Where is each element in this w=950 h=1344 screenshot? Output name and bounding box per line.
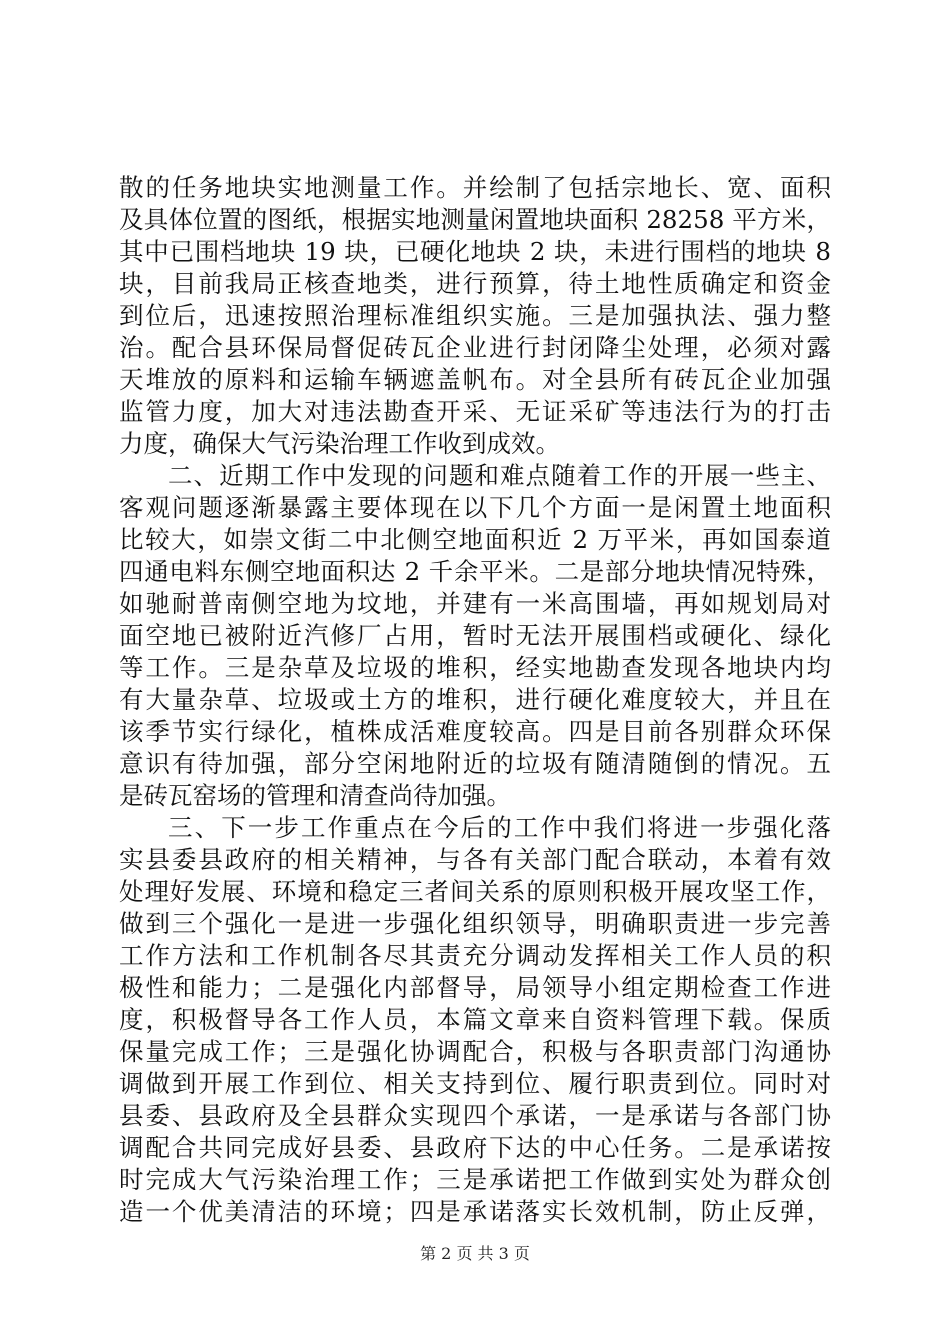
text-line: 县委、县政府及全县群众实现四个承诺，一是承诺与各部门协 (119, 1101, 831, 1130)
text-line: 调配合共同完成好县委、县政府下达的中心任务。二是承诺按 (119, 1133, 831, 1162)
document-body (119, 172, 831, 1228)
text-line: 造一个优美清洁的环境；四是承诺落实长效机制，防止反弹， (119, 1197, 831, 1226)
text-line: 实县委县政府的相关精神，与各有关部门配合联动，本着有效 (119, 845, 831, 874)
page-footer: 第 2 页 共 3 页 (420, 1244, 530, 1263)
text-line: 到位后，迅速按照治理标准组织实施。三是加强执法、强力整 (119, 301, 831, 330)
text-line: 调做到开展工作到位、相关支持到位、履行职责到位。同时对 (119, 1069, 831, 1098)
text-line: 比较大，如崇文街二中北侧空地面积近 2 万平米，再如国泰道 (119, 525, 831, 554)
text-line: 保量完成工作；三是强化协调配合，积极与各职责部门沟通协 (119, 1037, 831, 1066)
text-line: 意识有待加强，部分空闲地附近的垃圾有随清随倒的情况。五 (119, 749, 831, 778)
text-line: 该季节实行绿化，植株成活难度较高。四是目前各别群众环保 (119, 717, 831, 746)
text-line: 度，积极督导各工作人员，本篇文章来自资料管理下载。保质 (119, 1005, 831, 1034)
text-line: 其中已围档地块 19 块，已硬化地块 2 块，未进行围档的地块 8 (119, 237, 831, 266)
text-line: 做到三个强化一是进一步强化组织领导，明确职责进一步完善 (119, 909, 831, 938)
text-line: 工作方法和工作机制各尽其责充分调动发挥相关工作人员的积 (119, 941, 831, 970)
text-line: 监管力度，加大对违法勘查开采、无证采矿等违法行为的打击 (119, 397, 831, 426)
text-line: 处理好发展、环境和稳定三者间关系的原则积极开展攻坚工作， (119, 877, 831, 906)
text-line: 天堆放的原料和运输车辆遮盖帆布。对全县所有砖瓦企业加强 (119, 365, 831, 394)
text-line: 是砖瓦窑场的管理和清查尚待加强。 (119, 781, 511, 810)
text-line: 二、近期工作中发现的问题和难点随着工作的开展一些主、 (168, 461, 831, 490)
text-line: 散的任务地块实地测量工作。并绘制了包括宗地长、宽、面积 (119, 173, 831, 202)
text-line: 力度，确保大气污染治理工作收到成效。 (119, 429, 560, 458)
text-line: 三、下一步工作重点在今后的工作中我们将进一步强化落 (168, 813, 831, 842)
text-line: 治。配合县环保局督促砖瓦企业进行封闭降尘处理，必须对露 (119, 333, 831, 362)
text-line: 极性和能力；二是强化内部督导，局领导小组定期检查工作进 (119, 973, 831, 1002)
text-line: 块，目前我局正核查地类，进行预算，待土地性质确定和资金 (119, 269, 831, 298)
text-line: 如驰耐普南侧空地为坟地，并建有一米高围墙，再如规划局对 (119, 589, 831, 618)
text-line: 客观问题逐渐暴露主要体现在以下几个方面一是闲置土地面积 (119, 493, 831, 522)
text-line: 等工作。三是杂草及垃圾的堆积，经实地勘查发现各地块内均 (119, 653, 831, 682)
text-line: 及具体位置的图纸，根据实地测量闲置地块面积 28258 平方米， (119, 205, 831, 234)
text-line: 有大量杂草、垃圾或土方的堆积，进行硬化难度较大，并且在 (119, 685, 831, 714)
text-line: 时完成大气污染治理工作；三是承诺把工作做到实处为群众创 (119, 1165, 831, 1194)
text-line: 面空地已被附近汽修厂占用，暂时无法开展围档或硬化、绿化 (119, 621, 831, 650)
text-line: 四通电料东侧空地面积达 2 千余平米。二是部分地块情况特殊， (119, 557, 831, 586)
